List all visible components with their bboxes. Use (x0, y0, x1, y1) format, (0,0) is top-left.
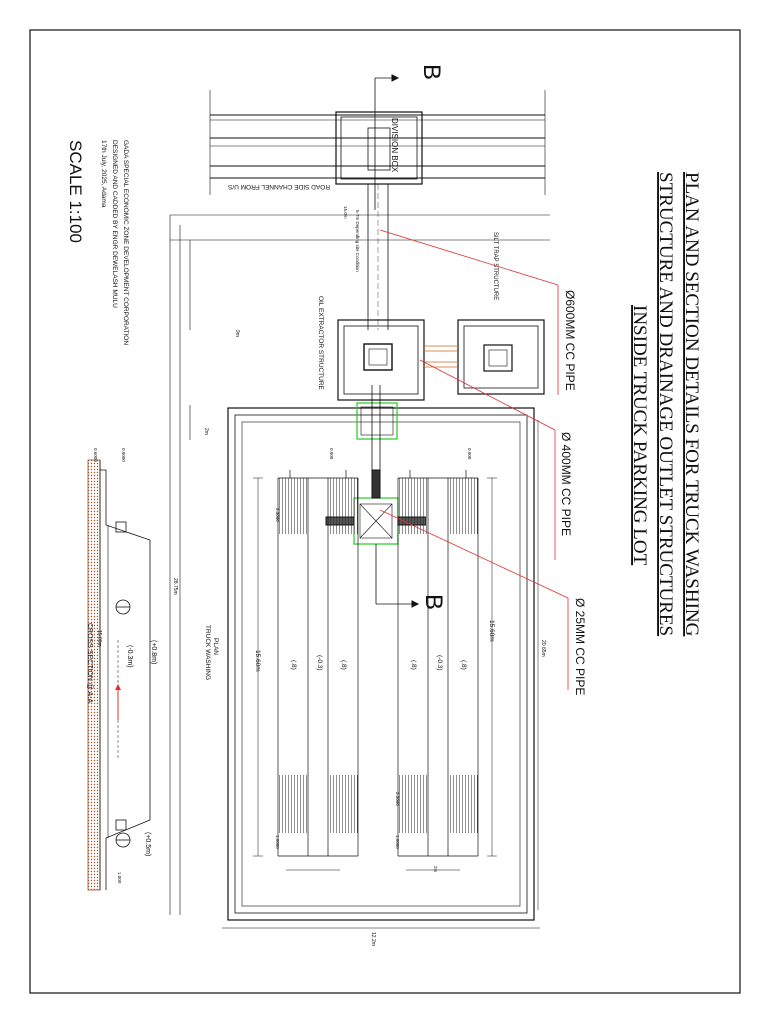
cs-dim-3: 1.000 (117, 872, 122, 884)
level-left-outer: (.8) (290, 660, 297, 670)
depth-varies-label: 5-7m Depending site Condition (355, 210, 360, 272)
level-left-inner: (.8) (340, 660, 347, 670)
dim-0900-right: 0.900 (467, 448, 472, 460)
title-line-3: INSIDE TRUCK PARKING LOT (629, 305, 650, 566)
credits-org: GADA SPECIAL ECONOMIC ZONE DEVELOPMENT CORPORATION (122, 140, 129, 346)
dim-1000-left: 1.0000 (275, 835, 280, 849)
title-line-1: PLAN AND SECTION DETAILS FOR TRUCK WASHING (681, 172, 702, 637)
pipe-400-link (424, 346, 458, 367)
cross-section-arrowhead (115, 684, 121, 690)
oil-extractor-label: OIL EXTRACTOR STRUCTURE (317, 296, 324, 390)
cs-dim-1: 0.6000 (93, 448, 98, 462)
dim-9m: 9m (234, 330, 240, 337)
dim-20-65: 20.65m (540, 640, 546, 657)
pipe-leaders (380, 230, 568, 690)
dim-15-60-left: 15.60m (254, 650, 261, 672)
credits-designer: DESIGNED AND CADDED BY ENGR DEWELASH MULU (111, 140, 118, 308)
pipe-25-label: Ø 25MM CC PIPE (573, 598, 587, 696)
dim-2m-bay: 2m (433, 866, 438, 873)
credits-date: 17th July, 2025, Adama (100, 140, 107, 208)
cs-span: 15.00m (96, 630, 102, 647)
cs-dim-2: 0.9000 (121, 448, 126, 462)
division-box-label: DIVISION BOX (390, 118, 399, 173)
cs-level-right: (+0.5m) (144, 832, 151, 857)
title-line-2: STRUCTURE AND DRAINAGE OUTLET STRUCTURES (655, 172, 676, 637)
level-left-center: (-0.3) (316, 655, 323, 671)
green-chamber-center (354, 498, 398, 544)
road-channel-label: ROAD SIDE CHANNEL FROM U/S (228, 183, 330, 190)
dim-15m: 15.0m (343, 206, 348, 219)
cs-level-top: (+0.8m) (150, 640, 157, 665)
division-box (336, 112, 422, 184)
dim-15-60-right: 15.60m (488, 620, 495, 642)
level-right-inner: (.8) (410, 660, 417, 670)
pipe-600-run (368, 184, 388, 330)
bay-dimension-lines (222, 420, 540, 928)
dim-2300-left: 2.3000 (275, 508, 280, 522)
title-block (629, 172, 702, 637)
dim-2m-left: 2m (203, 428, 209, 435)
pipe-400-label: Ø 400MM CC PIPE (559, 432, 573, 537)
section-mark-b-top: B (418, 64, 445, 81)
credits-block (66, 140, 129, 345)
scale-label: SCALE 1:100 (66, 140, 85, 244)
dim-28-75: 28.75m (172, 578, 178, 595)
dim-1000-right: 1.0000 (395, 835, 400, 849)
section-mark-b-bottom: B (420, 594, 447, 611)
cross-section (88, 460, 150, 890)
cross-section-label: CROSS SECTION @ A-A (86, 623, 93, 704)
section-b-bottom (376, 544, 418, 607)
silt-trap (458, 320, 544, 394)
dim-0900-left: 0.900 (329, 448, 334, 460)
dim-12-2: 12.2m (370, 932, 376, 946)
level-right-center: (-0.3) (436, 655, 443, 671)
plan-sublabel: TRUCK WASHING (204, 625, 211, 681)
level-right-outer: (.8) (460, 660, 467, 670)
plan-label: PLAN (212, 638, 219, 655)
cs-level-mid: (-0.3m) (126, 645, 133, 668)
oil-extractor (338, 320, 424, 400)
washing-platform-walls (228, 408, 534, 920)
pipe-600-label: Ø600MM CC PIPE (563, 290, 577, 391)
silt-trap-label: SILT TRAP STRUCTURE (492, 232, 498, 301)
dim-2300-right: 2.3000 (395, 792, 400, 806)
